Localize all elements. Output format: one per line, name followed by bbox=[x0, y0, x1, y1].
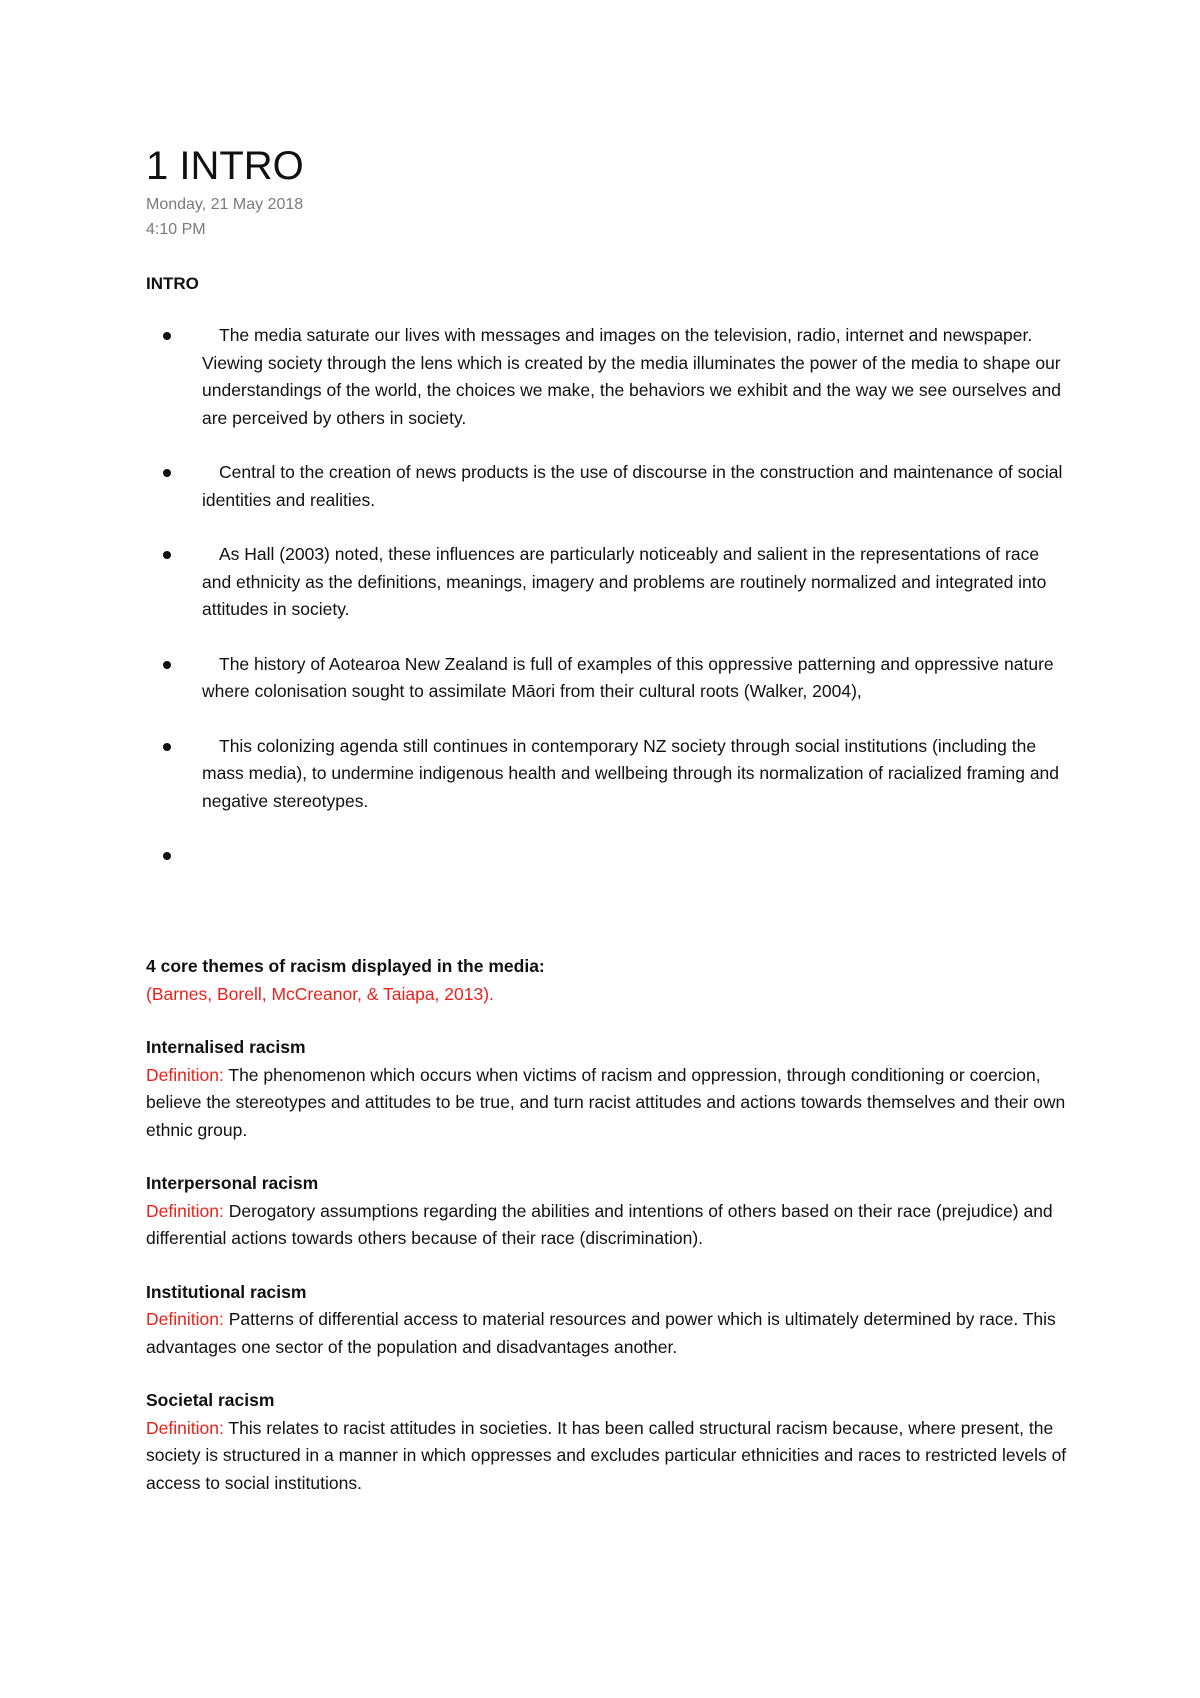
racism-themes-section bbox=[146, 953, 1076, 1497]
definition-text: Derogatory assumptions regarding the abilities and intentions of others based on their race (prejudice) and differential actions towards others because of their race (discrimination). bbox=[146, 1200, 1053, 1248]
intro-bullet-text: This colonizing agenda still continues in contemporary NZ society through social institutions (including the mass media), to undermine indigenous health and wellbeing through its normalization of racialized framing and negative stereotypes. bbox=[202, 735, 1060, 811]
theme-name: Interpersonal racism bbox=[146, 1173, 319, 1193]
bullet-dot-icon bbox=[163, 743, 171, 751]
intro-bullet-item bbox=[146, 322, 1066, 432]
intro-bullet-text: As Hall (2003) noted, these influences are particularly noticeably and salient in the representations of race and ethnicity as the definitions, meanings, imagery and problems are routinely normalized and integrated into attitudes in society. bbox=[202, 544, 1047, 619]
theme-name: Institutional racism bbox=[146, 1281, 307, 1302]
bullet-dot-icon bbox=[163, 332, 171, 340]
intro-bullet-item bbox=[146, 459, 1066, 514]
theme-name: Internalised racism bbox=[146, 1037, 306, 1057]
intro-bullet-list bbox=[146, 322, 1066, 896]
section-label-intro: INTRO bbox=[146, 274, 199, 293]
page-time: 4:10 PM bbox=[146, 221, 206, 238]
page-title: 1 INTRO bbox=[146, 144, 304, 188]
intro-bullet-text: The media saturate our lives with messages and images on the television, radio, internet and newspaper. Viewing society through the lens which is created by the media illuminates the power of the media to shape our understandings of the world, the choices we make, the behaviors we exhibit and the way we see ourselves and are perceived by others in society. bbox=[202, 325, 1061, 428]
bullet-dot-icon bbox=[163, 661, 171, 669]
definition-label: Definition: bbox=[146, 1064, 224, 1085]
theme-definition bbox=[146, 1198, 1076, 1253]
theme-definition bbox=[146, 1415, 1076, 1498]
intro-bullet-text: The history of Aotearoa New Zealand is full of examples of this oppressive patterning and oppressive nature where colonisation sought to assimilate Māori from their cultural roots (Walker, 2004), bbox=[202, 653, 1054, 701]
definition-label: Definition: bbox=[146, 1309, 224, 1329]
intro-bullet-item bbox=[146, 733, 1066, 816]
page-date: Monday, 21 May 2018 bbox=[146, 196, 304, 213]
intro-bullet-item bbox=[146, 651, 1066, 706]
theme-definition bbox=[146, 1062, 1076, 1145]
bullet-dot-icon bbox=[163, 551, 171, 559]
theme-institutional-racism bbox=[146, 1279, 1076, 1362]
theme-definition bbox=[146, 1306, 1076, 1361]
definition-label: Definition: bbox=[146, 1200, 224, 1221]
bullet-dot-icon bbox=[163, 852, 171, 860]
themes-citation: (Barnes, Borell, McCreanor, & Taiapa, 2013). bbox=[146, 983, 494, 1004]
themes-heading: 4 core themes of racism displayed in the media: bbox=[146, 956, 545, 976]
theme-name: Societal racism bbox=[146, 1390, 275, 1410]
intro-bullet-item-empty bbox=[146, 842, 1066, 869]
theme-interpersonal-racism bbox=[146, 1170, 1076, 1253]
theme-internalised-racism bbox=[146, 1034, 1076, 1144]
definition-label: Definition: bbox=[146, 1417, 224, 1438]
intro-bullet-text: Central to the creation of news products is the use of discourse in the construction and maintenance of social identities and realities. bbox=[202, 462, 1063, 510]
theme-societal-racism bbox=[146, 1387, 1076, 1497]
intro-bullet-item bbox=[146, 541, 1066, 624]
definition-text: Patterns of differential access to material resources and power which is ultimately determined by race. This advantages one sector of the population and disadvantages another. bbox=[146, 1309, 1056, 1357]
bullet-dot-icon bbox=[163, 469, 171, 477]
definition-text: This relates to racist attitudes in societies. It has been called structural racism because, where present, the society is structured in a manner in which oppresses and excludes particular ethnicities and races to restricted levels of access to social institutions. bbox=[146, 1417, 1067, 1493]
definition-text: The phenomenon which occurs when victims of racism and oppression, through conditioning or coercion, believe the stereotypes and attitudes to be true, and turn racist attitudes and actions towards themselves and their own ethnic group. bbox=[146, 1064, 1066, 1140]
